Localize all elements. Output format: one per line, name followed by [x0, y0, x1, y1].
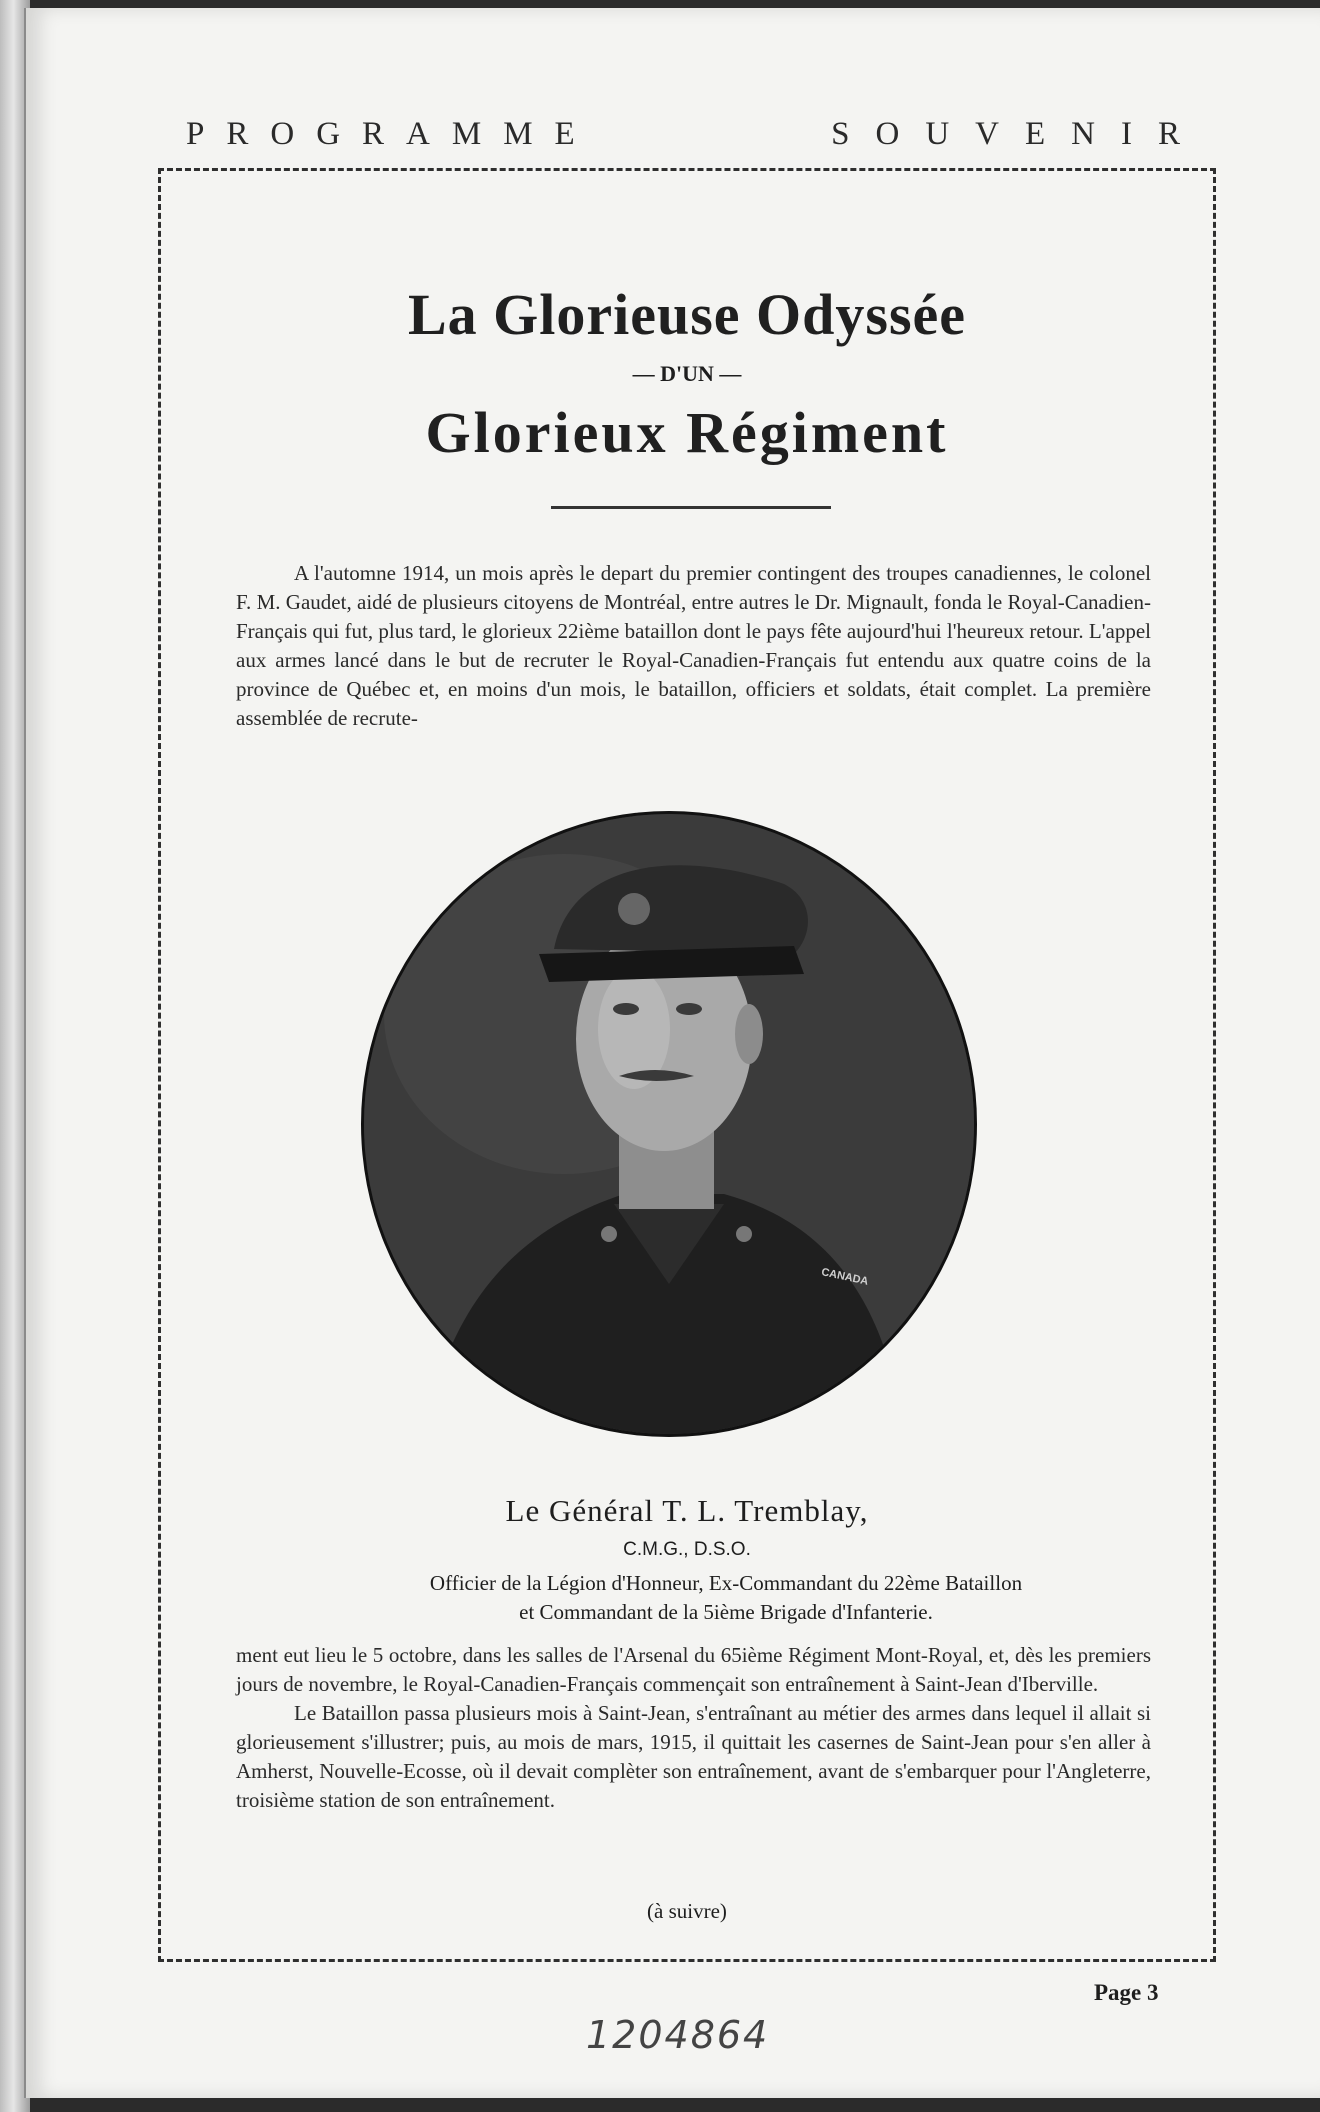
caption-name: Le Général T. L. Tremblay, [505, 1493, 869, 1528]
portrait-illustration [364, 814, 974, 1434]
intro-text: A l'automne 1914, un mois après le depart du premier contingent des troupes canadiennes, le colonel F. M. Gaudet, aidé de plusieurs citoyens de Montréal, entre autres le Dr. Mignault, fonda le Royal-Canadien-Français qui fut, plus tard, le glorieux 22ième bataillon dont le pays fête aujourd'hui l'heureux retour. L'appel aux armes lancé dans le but de recruter le Royal-Canadien-Français fut entendu aux quatre coins de la province de Québec et, en moins d'un mois, le bataillon, officiers et soldats, était complet. La première assemblée de recrute- [236, 561, 1151, 730]
caption-line-2: et Commandant de la 5ième Brigade d'Infanterie. [519, 1600, 933, 1624]
title-connector: — D'UN — [632, 361, 742, 386]
continued-text [236, 1641, 1151, 1815]
document-page [24, 8, 1320, 2098]
content-frame [158, 168, 1216, 1962]
page-number: Page 3 [1094, 1980, 1159, 2005]
caption-line-1: Officier de la Légion d'Honneur, Ex-Commandant du 22ème Bataillon [429, 1571, 1023, 1595]
header-word-programme: PROGRAMME [186, 116, 597, 152]
portrait-photo [361, 811, 977, 1437]
second-paragraph: Le Bataillon passa plusieurs mois à Saint-Jean, s'entraînant au métier des armes dans lequel il allait si glorieusement s'illustrer; puis, au mois de mars, 1915, il quittait les casernes de Saint-Jean pour s'en aller à Amherst, Nouvelle-Ecosse, où il devait complèter son entraînement, avant de s'embarquer pour l'Angleterre, troisième station de son entraînement. [236, 1701, 1151, 1812]
shoulder-title: CANADA [820, 1266, 870, 1288]
caption-honors: C.M.G., D.S.O. [623, 1539, 751, 1560]
handwritten-number: 1204864 [586, 2013, 770, 2057]
continuation-paragraph: ment eut lieu le 5 octobre, dans les salles de l'Arsenal du 65ième Régiment Mont-Royal, et, dès les premiers jours de novembre, le Royal-Canadien-Français commençait son entraînement à Saint-Jean d'Iberville. [236, 1643, 1151, 1696]
to-be-continued: (à suivre) [647, 1899, 727, 1923]
caption-description [291, 1569, 1161, 1627]
header-word-souvenir: SOUVENIR [831, 116, 1206, 152]
title-line-2: Glorieux Régiment [425, 400, 949, 465]
page-header [186, 116, 1206, 153]
title-divider [551, 506, 831, 509]
title-line-1: La Glorieuse Odyssée [407, 282, 967, 347]
intro-paragraph [236, 559, 1151, 733]
